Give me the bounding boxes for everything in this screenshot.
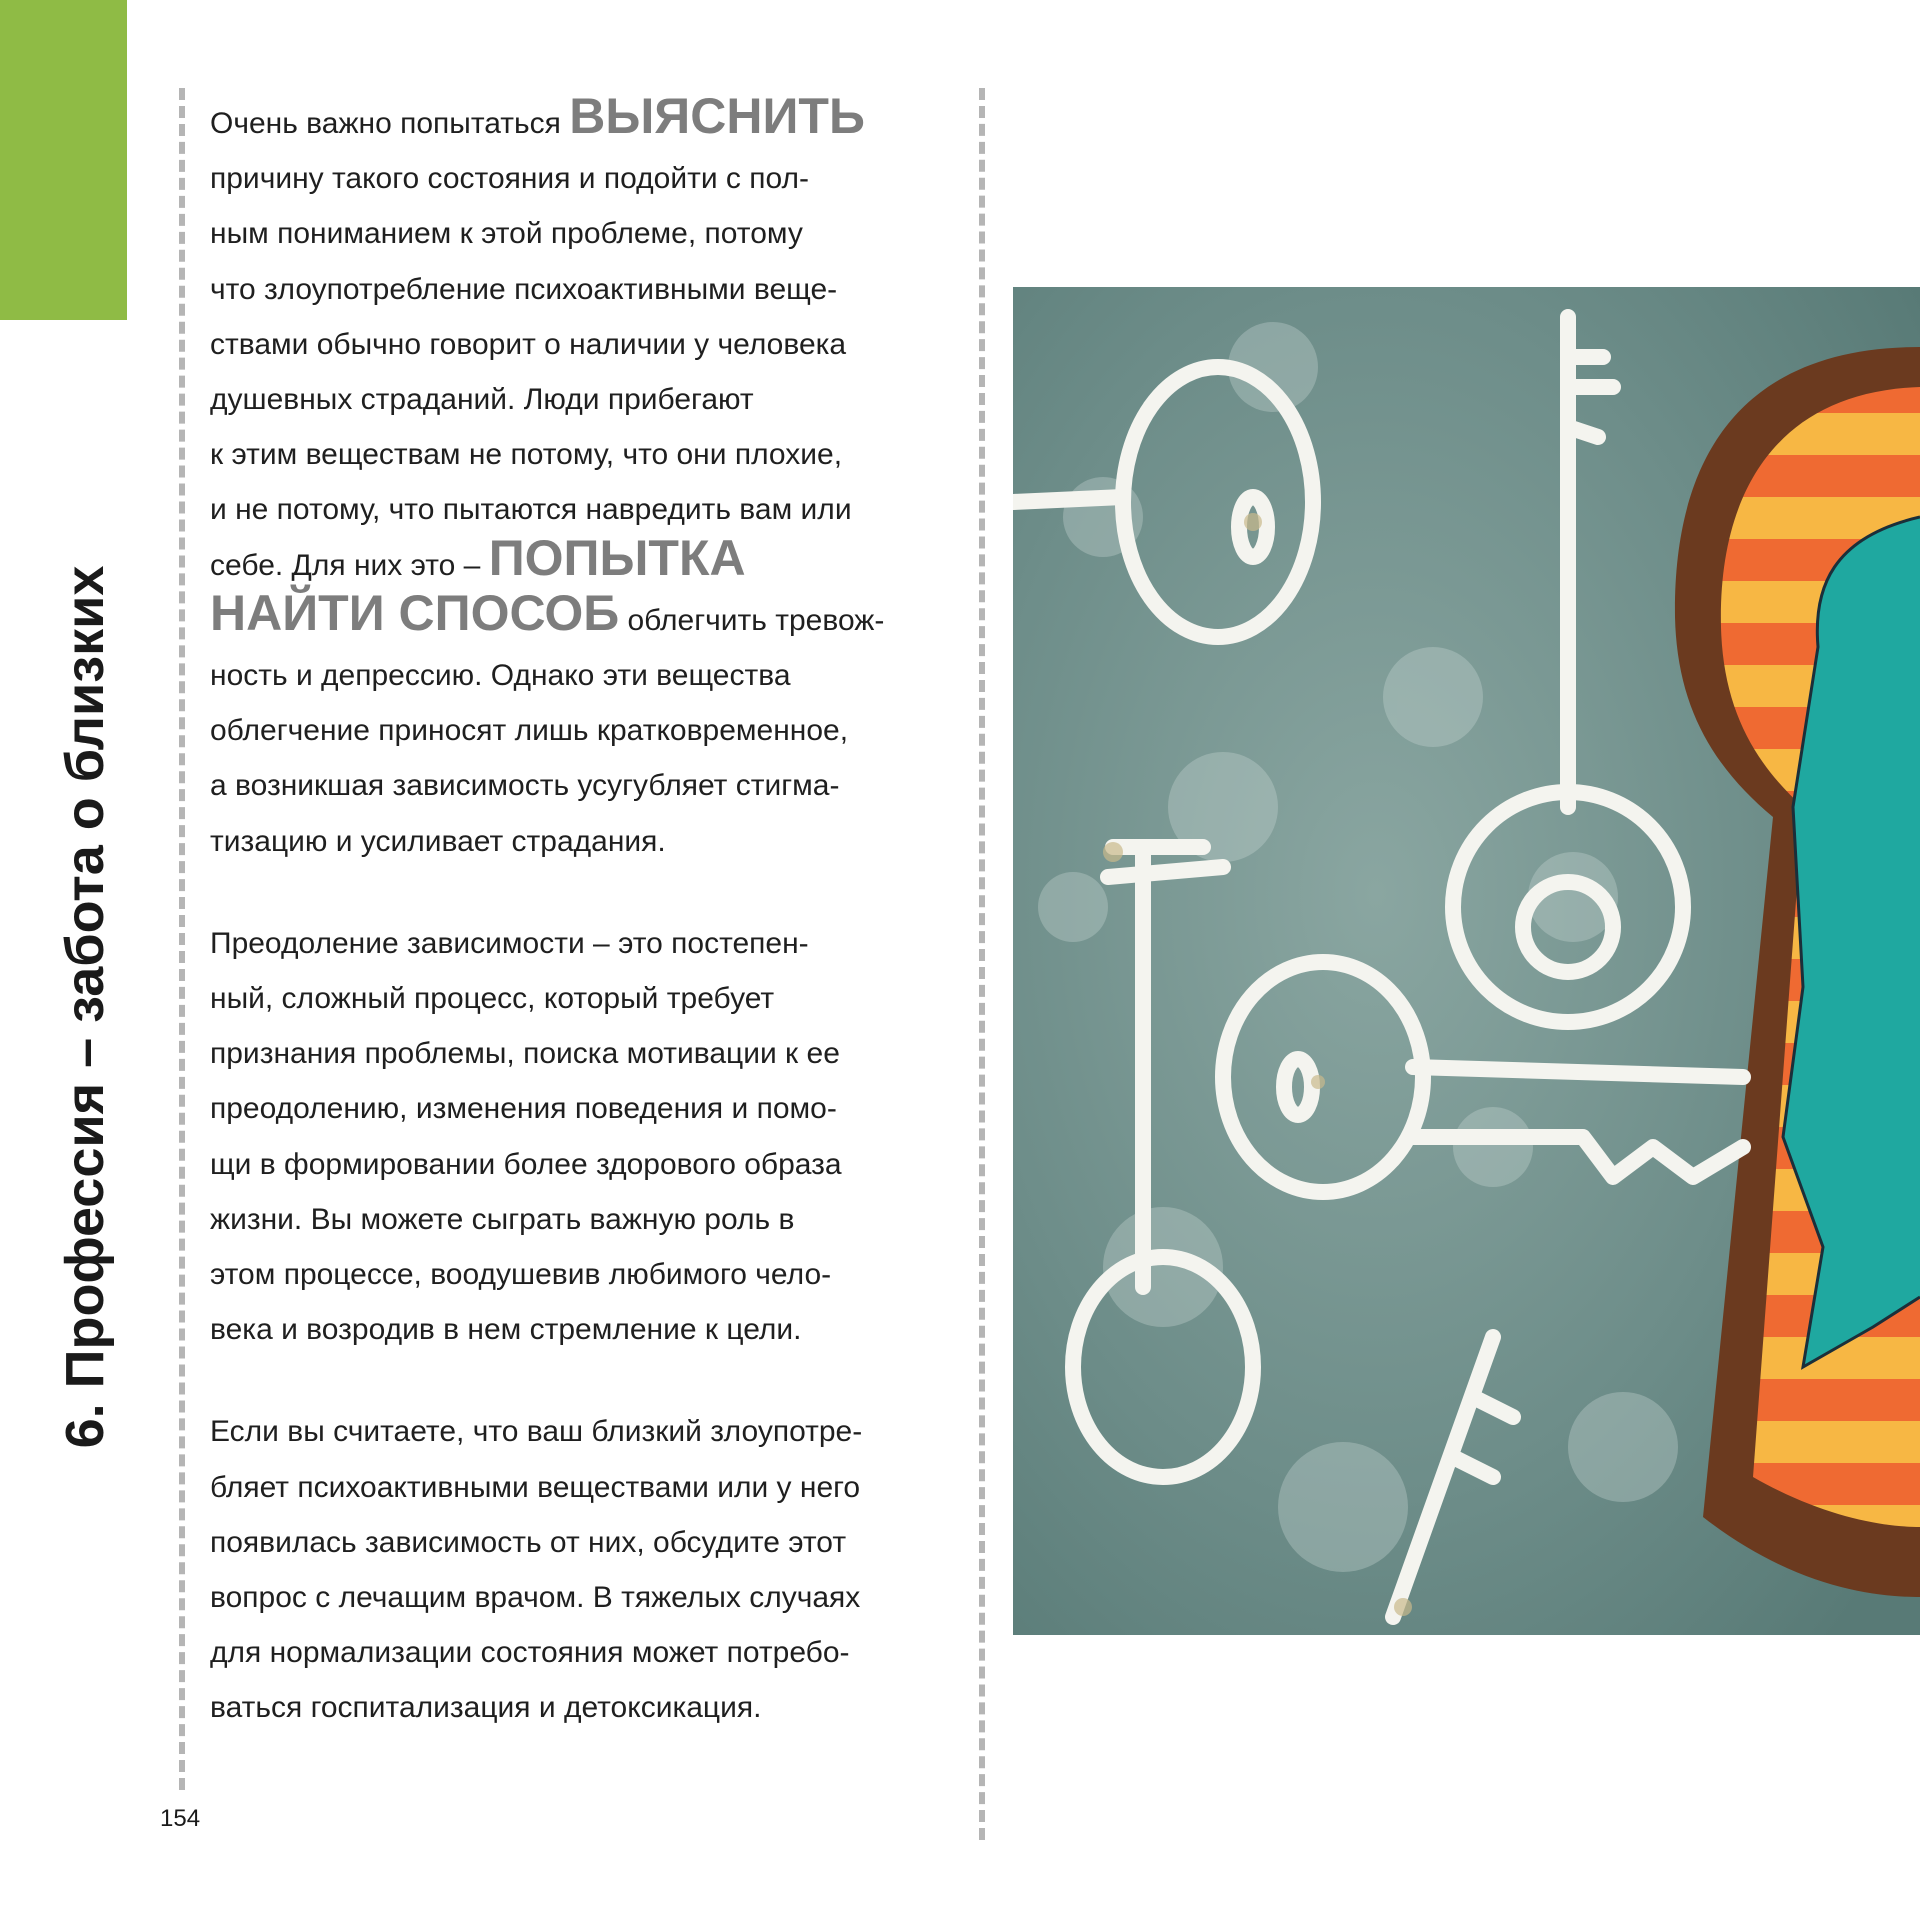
text-line: признания проблемы, поиска мотивации к ее (210, 1037, 840, 1071)
text-line: тизацию и усиливает страдания. (210, 824, 666, 858)
main-text-column (210, 88, 960, 1783)
text-line: к этим веществам не потому, что они плохие, (210, 438, 843, 472)
text-line: ваться госпитализация и детоксикация. (210, 1691, 762, 1725)
page-number: 154 (160, 1805, 201, 1832)
text-line: Если вы считаете, что ваш близкий злоупотре- (210, 1415, 863, 1449)
text-line: душевных страданий. Люди прибегают (210, 383, 754, 417)
text-line: Преодоление зависимости – это постепен- (210, 926, 809, 960)
text-span: себе. Для них это – (210, 548, 489, 582)
paragraph-3 (210, 1404, 960, 1735)
paragraph-1 (210, 88, 960, 869)
text-line: и не потому, что пытаются навредить вам или (210, 493, 852, 527)
highlight-phrase: ПОПЫТКА (488, 529, 746, 586)
text-line: этом процессе, воодушевив любимого чело- (210, 1258, 832, 1292)
text-line: для нормализации состояния может потребо- (210, 1636, 850, 1670)
text-line: а возникшая зависимость усугубляет стигма- (210, 769, 840, 803)
section-color-tab (0, 0, 127, 320)
highlight-phrase: ВЫЯСНИТЬ (569, 88, 865, 144)
text-line: причину такого состояния и подойти с пол- (210, 162, 810, 196)
text-line: бляет психоактивными веществами или у него (210, 1470, 861, 1504)
text-span: Очень важно попытаться (210, 107, 570, 140)
text-line: ствами обычно говорит о наличии у человека (210, 327, 847, 361)
text-line: что злоупотребление психоактивными веще- (210, 272, 838, 306)
left-dashed-divider (179, 88, 185, 1790)
right-dashed-divider (979, 88, 985, 1840)
text-line: щи в формировании более здорового образа (210, 1147, 842, 1181)
text-line: ным пониманием к этой проблеме, потому (210, 217, 803, 251)
section-title: 6. Профессия – забота о близких (55, 565, 115, 1449)
keys-keyhole-illustration (1013, 287, 1920, 1635)
text-line: облегчение приносят лишь кратковременное, (210, 714, 849, 748)
highlight-phrase: НАЙТИ СПОСОБ (210, 584, 620, 641)
text-line: вопрос с лечащим врачом. В тяжелых случаях (210, 1581, 861, 1615)
text-line: появилась зависимость от них, обсудите этот (210, 1525, 847, 1559)
text-line: преодолению, изменения поведения и помо- (210, 1092, 837, 1126)
text-line: века и возродив в нем стремление к цели. (210, 1313, 802, 1347)
text-line: ность и депрессию. Однако эти вещества (210, 659, 791, 693)
paragraph-2 (210, 916, 960, 1358)
text-span: облегчить тревож- (619, 603, 885, 637)
text-line: жизни. Вы можете сыграть важную роль в (210, 1202, 795, 1236)
text-line: ный, сложный процесс, который требует (210, 982, 775, 1016)
